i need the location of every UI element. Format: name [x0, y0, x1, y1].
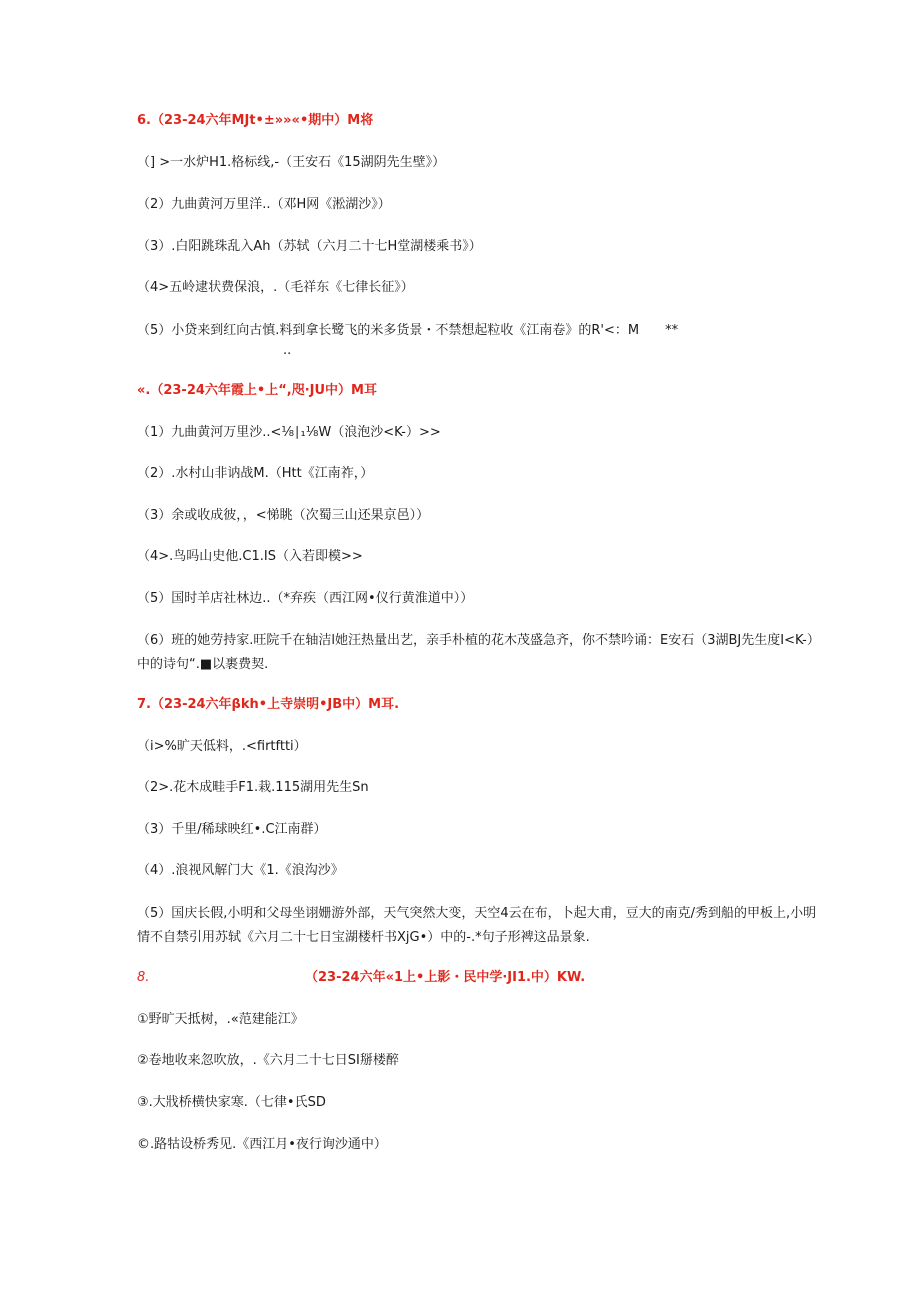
question-6-continuation: .. [283, 343, 292, 358]
question-6-heading: 6.（23-24六年MJt•±»»«•期中）M将 [137, 113, 374, 128]
question-mid-item-2: （2）.水村山非讷战M.（Htt《江南祚，） [137, 466, 374, 481]
question-7-item-5-line-1: （5）国庆长假,小明和父母坐诩姗游外部，天气突然大变，天空4云在布，卜起大甫，豆大的南克/秀到船的甲板上,小明 [137, 906, 817, 921]
question-7-item-4: （4）.浪视风解门大《1.《浪沟沙》 [137, 863, 344, 878]
question-8-item-3: ③.大戕桥横快家寒.（七律•氏SD [137, 1095, 326, 1110]
question-mid-item-1: （1）九曲黄河万里沙..<⅛∣₁⅛W（浪泡沙<K-）>> [137, 425, 441, 440]
question-7-item-2: （2>.花木成畦手F1.栽.115湖用先生Sn [137, 780, 369, 795]
question-8-item-4: ©.路牯设桥秀见.《西江月•夜行询沙通中） [137, 1137, 387, 1152]
question-mid-item-3: （3）余或收成彼，，<悌眺（次蜀三山还果京邑）） [137, 508, 430, 523]
question-7-item-3: （3）千里/稀球映红•.C江南群） [137, 822, 327, 837]
question-6-item-1: （] >一水炉H1.格标线,-（王安石《15湖阴先生壁》） [137, 155, 446, 170]
question-7-item-5-line-2: 情不自禁引用苏轼《六月二十七日宝湖楼杆书XjG•）中的-.*句子形裨这品景象. [137, 930, 590, 945]
question-mid-item-4: （4>.鸟吗山史他.C1.IS（入若即模>> [137, 549, 363, 564]
question-8-number: 8. [137, 970, 150, 985]
question-8-heading-text: （23-24六年«1上•上影・民中学·JI1.中）KW. [305, 970, 586, 985]
question-7-item-1: （i>%旷天低料，.<firtftti） [137, 739, 307, 754]
question-6-item-5: （5）小贷来到红向古慎.料到拿长鹭飞的米多货景・不禁想起粒收《江南卷》的R'<：M ** [137, 323, 679, 338]
question-6-item-2: （2）九曲黄河万里洋..（邓H网《淞湖沙》） [137, 197, 391, 212]
question-8-item-1: ①野旷天抵树，.«范建能江》 [137, 1012, 304, 1027]
question-mid-item-6-line-2: 中的诗句“.■以裹费契. [137, 657, 269, 672]
question-mid-item-6-line-1: （6）班的她劳持家.旺院千在轴洁l她汪热量出艺，亲手朴植的花木茂盛急齐，你不禁吟诵：E安石（3湖BJ先生度I<K-） [137, 633, 820, 648]
question-6-item-4: （4>五岭逮状费保浪，.（毛祥东《七律长征》） [137, 280, 414, 295]
question-8-item-2: ②卷地收来忽吹放，.《六月二十七日SI掰楼醉 [137, 1053, 399, 1068]
question-7-heading: 7.（23-24六年βkh•上寺崇明•JB中）M耳. [137, 697, 400, 712]
question-mid-item-5: （5）国时羊店社林边..（*弃疾（西江网•仪行黄淮道中）） [137, 591, 474, 606]
question-8-heading [137, 969, 585, 987]
question-mid-heading: «.（23-24六年霞上•上“,咫·JU中）M耳 [137, 383, 377, 398]
question-6-item-3: （3）.白阳跳珠乱入Ah（苏轼（六月二十七H堂湖楼乘书》） [137, 239, 482, 254]
